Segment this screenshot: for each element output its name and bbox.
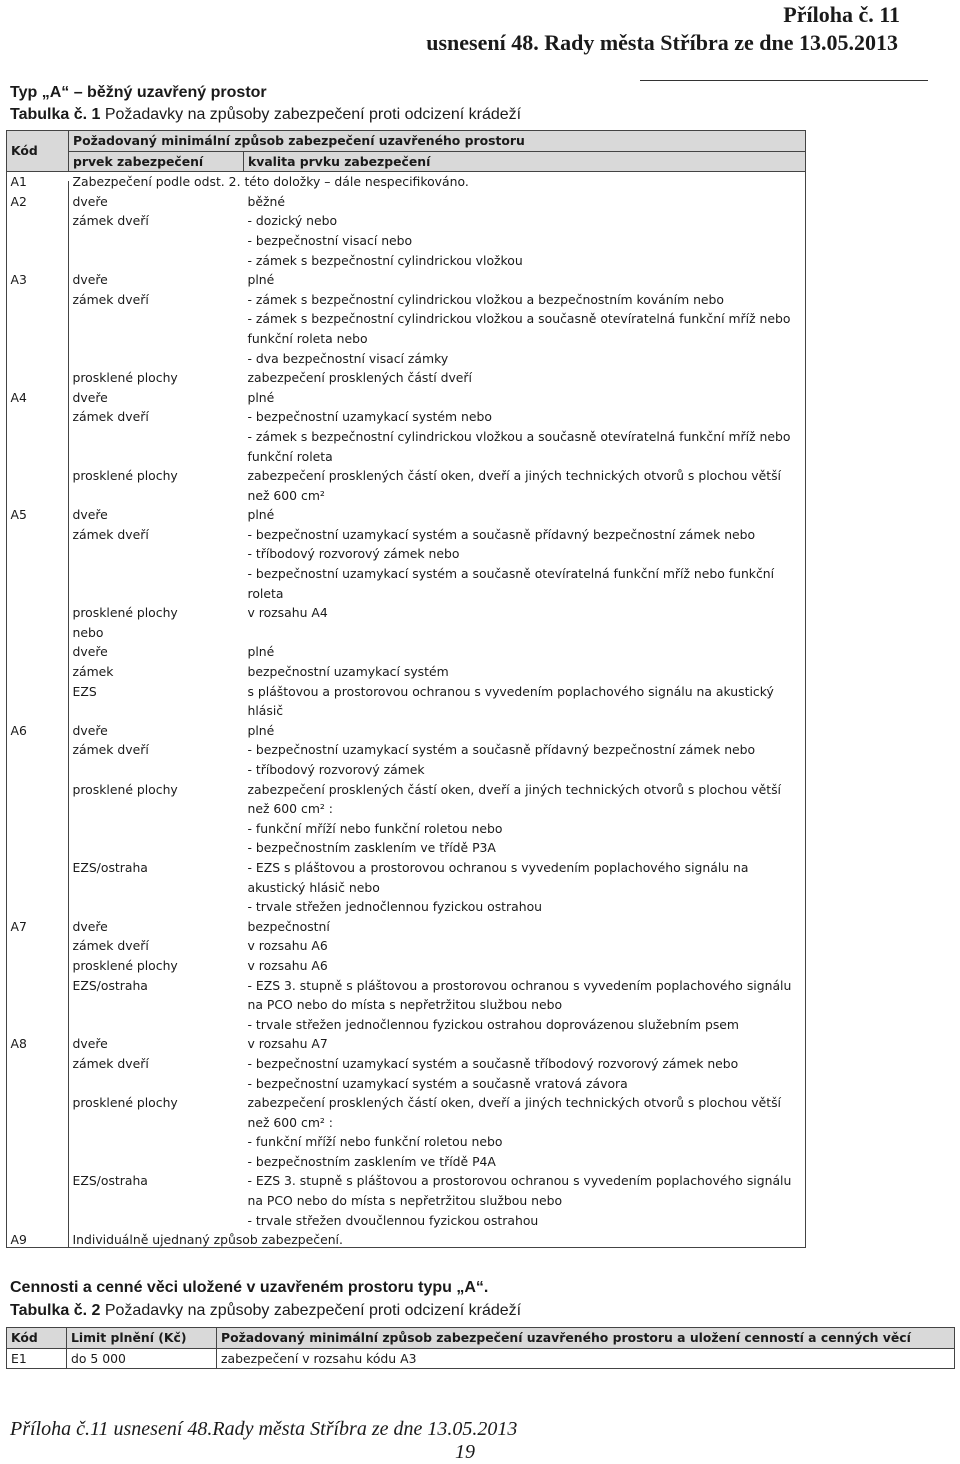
table-row: [7, 740, 806, 779]
row-element: zámek dveří: [72, 1055, 149, 1071]
header-rule: [640, 80, 928, 81]
table-row: [7, 780, 806, 858]
row-code: A5: [10, 507, 27, 523]
row-limit: do 5 000: [67, 1348, 217, 1369]
row-code: [7, 858, 69, 917]
row-element: EZS/ostraha: [72, 1173, 148, 1189]
table-row: [7, 1171, 806, 1230]
row-element: zámek dveří: [72, 213, 149, 229]
row-quality: zabezpečení prosklených částí dveří: [247, 370, 472, 386]
row-quality: - bezpečnostní uzamykací systém a současně přídavný bezpečnostní zámek nebo - tříbodový rozvorový zámek: [247, 742, 756, 777]
table1-caption: [10, 106, 521, 124]
table-row: [7, 1034, 806, 1054]
row-quality: zabezpečení prosklených částí oken, dveří a jiných technických otvorů s plochou větší než 600 cm² : - funkční mříží nebo funkční roletou nebo - bezpečnostním zasklením ve třídě P4A: [247, 1095, 781, 1169]
row-quality: - EZS s pláštovou a prostorovou ochranou s vyvedením poplachového signálu na akustický hlásič nebo - trvale střežen jednočlennou fyzickou ostrahou: [247, 859, 749, 915]
table-row: [7, 1230, 806, 1250]
table-row: [7, 623, 806, 643]
row-code: [7, 290, 69, 368]
row-element: Zabezpečení podle odst. 2. této doložky – dále nespecifikováno.: [72, 174, 469, 190]
table-row: [7, 1348, 955, 1369]
table-row: [7, 525, 806, 603]
row-quality: - EZS 3. stupně s pláštovou a prostorovou ochranou s vyvedením poplachového signálu na PCO nebo do místa s nepřetržitou službou nebo - trvale střežen jednočlennou fyzickou ostrahou doprovázenou služebním psem: [247, 977, 792, 1032]
row-element: prosklené plochy: [72, 1095, 178, 1111]
row-element: prosklené plochy: [72, 781, 178, 797]
row-code: [7, 956, 69, 976]
row-code: [7, 1093, 69, 1171]
row-quality: v rozsahu A6: [247, 938, 328, 954]
row-quality: - bezpečnostní uzamykací systém nebo - zámek s bezpečnostní cylindrickou vložkou a současně otevíratelná funkční mříž nebo funkční roleta: [247, 409, 791, 464]
row-element: Individuálně ujednaný způsob zabezpečení.: [72, 1232, 343, 1248]
row-code: [7, 1054, 69, 1093]
row-code: A7: [10, 918, 27, 934]
row-code: [7, 780, 69, 858]
section2-title: Cennosti a cenné věci uložené v uzavřeném prostoru typu „A“.: [10, 1279, 489, 1296]
table-row: [7, 721, 806, 741]
table-row: [7, 192, 806, 212]
row-code: [7, 623, 69, 643]
table-row: [7, 466, 806, 505]
table1-body: [7, 172, 806, 1250]
row-code: [7, 407, 69, 466]
row-element: dveře: [72, 1036, 108, 1052]
row-quality: zabezpečení prosklených částí oken, dveří a jiných technických otvorů s plochou větší než 600 cm²: [247, 468, 781, 503]
row-quality: - EZS 3. stupně s pláštovou a prostorovou ochranou s vyvedením poplachového signálu na PCO nebo do místa s nepřetržitou službou nebo - trvale střežen dvoučlennou fyzickou ostrahou: [247, 1173, 792, 1228]
row-element: nebo: [72, 624, 104, 640]
col-element-header: prvek zabezpečení: [69, 151, 244, 172]
table-row: [7, 407, 806, 466]
row-quality: plné: [247, 644, 275, 660]
row-element: zámek dveří: [72, 291, 149, 307]
row-element: EZS/ostraha: [72, 977, 148, 993]
row-code: [7, 466, 69, 505]
t2-col-limit-header: Limit plnění (Kč): [67, 1328, 217, 1349]
col-code-header: Kód: [7, 131, 69, 172]
row-quality: běžné: [247, 193, 285, 209]
requirements-table-1: [6, 130, 806, 1250]
row-code: [7, 642, 69, 662]
table-row: [7, 270, 806, 290]
row-element: dveře: [72, 389, 108, 405]
table1-caption-text: Požadavky na způsoby zabezpečení proti odcizení krádeží: [100, 106, 522, 123]
table-row: [7, 505, 806, 525]
row-element: zámek dveří: [72, 938, 149, 954]
row-element: dveře: [72, 918, 108, 934]
row-code: [7, 662, 69, 682]
row-code: A4: [10, 389, 27, 405]
row-quality: - bezpečnostní uzamykací systém a současně tříbodový rozvorový zámek nebo - bezpečnostní uzamykací systém a současně vratová závora: [247, 1055, 739, 1091]
table2-caption: [10, 1302, 521, 1320]
row-code: E1: [7, 1348, 67, 1369]
row-code: A9: [10, 1232, 27, 1248]
table-row: [7, 211, 806, 270]
table-row: [7, 682, 806, 721]
row-quality: - dozický nebo - bezpečnostní visací nebo - zámek s bezpečnostní cylindrickou vložkou: [247, 213, 523, 268]
row-element: prosklené plochy: [72, 468, 178, 484]
row-element: prosklené plochy: [72, 957, 178, 973]
row-element: zámek dveří: [72, 526, 149, 542]
table-row: [7, 290, 806, 368]
row-element: zámek dveří: [72, 409, 149, 425]
row-quality: v rozsahu A6: [247, 957, 328, 973]
row-code: [7, 1171, 69, 1230]
row-quality: bezpečnostní: [247, 918, 330, 934]
table-row: [7, 172, 806, 192]
table-row: [7, 917, 806, 937]
row-quality: v rozsahu A7: [247, 1036, 328, 1052]
table1-caption-number: Tabulka č. 1: [10, 106, 101, 123]
table-row: [7, 956, 806, 976]
row-code: A3: [10, 272, 27, 288]
row-element: EZS: [72, 683, 97, 699]
row-code: [7, 740, 69, 779]
row-element: dveře: [72, 644, 108, 660]
row-element: dveře: [72, 272, 108, 288]
table2-body: [7, 1348, 955, 1369]
table-row: [7, 603, 806, 623]
resolution-heading: usnesení 48. Rady města Stříbra ze dne 13.05.2013: [426, 30, 898, 55]
table-row: [7, 642, 806, 662]
row-code: A1: [10, 174, 27, 190]
table2-caption-text: Požadavky na způsoby zabezpečení proti odcizení krádeží: [100, 1302, 522, 1319]
row-code: [7, 976, 69, 1035]
row-quality: s pláštovou a prostorovou ochranou s vyvedením poplachového signálu na akustický hlásič: [247, 683, 774, 719]
row-element: dveře: [72, 193, 108, 209]
row-element: dveře: [72, 507, 108, 523]
row-element: prosklené plochy: [72, 370, 178, 386]
row-element: dveře: [72, 722, 108, 738]
page-number: 19: [455, 1441, 475, 1463]
table-row: [7, 1093, 806, 1171]
t2-col-code-header: Kód: [7, 1328, 67, 1349]
row-quality: - zámek s bezpečnostní cylindrickou vložkou a bezpečnostním kováním nebo - zámek s bezpečnostní cylindrickou vložkou a současně otevíratelná funkční mříž nebo funkční roleta nebo - dva bezpečnostní visací zámky: [247, 291, 791, 366]
row-code: [7, 603, 69, 623]
row-element: EZS/ostraha: [72, 859, 148, 875]
row-quality: plné: [247, 722, 275, 738]
row-req: zabezpečení v rozsahu kódu A3: [217, 1348, 955, 1369]
table-row: [7, 388, 806, 408]
col-group-header: Požadovaný minimální způsob zabezpečení uzavřeného prostoru: [69, 131, 806, 152]
table-row: [7, 858, 806, 917]
row-quality: zabezpečení prosklených částí oken, dveří a jiných technických otvorů s plochou větší než 600 cm² : - funkční mříží nebo funkční roletou nebo - bezpečnostním zasklením ve třídě P3A: [247, 781, 781, 856]
row-element: prosklené plochy: [72, 605, 178, 621]
row-code: [7, 525, 69, 603]
row-code: [7, 682, 69, 721]
row-quality: bezpečnostní uzamykací systém: [247, 664, 449, 680]
row-quality: [244, 623, 806, 643]
col-quality-header: kvalita prvku zabezpečení: [244, 151, 806, 172]
row-code: A2: [10, 193, 27, 209]
table-row: [7, 662, 806, 682]
row-quality: - bezpečnostní uzamykací systém a současně přídavný bezpečnostní zámek nebo - tříbodový rozvorový zámek nebo - bezpečnostní uzamykací systém a současně otevíratelná funkční mříž nebo funkční roleta: [247, 526, 775, 601]
row-code: [7, 936, 69, 956]
row-quality: plné: [247, 507, 275, 523]
row-element: zámek dveří: [72, 742, 149, 758]
row-code: A6: [10, 722, 27, 738]
table-row: [7, 976, 806, 1035]
type-title: Typ „A“ – běžný uzavřený prostor: [10, 84, 267, 101]
annex-number: Příloha č. 11: [783, 2, 900, 27]
table-row: [7, 368, 806, 388]
row-element: zámek: [72, 664, 114, 680]
footer-annex: Příloha č.11 usnesení 48.Rady města Stříbra ze dne 13.05.2013: [10, 1418, 518, 1440]
row-code: [7, 368, 69, 388]
row-code: [7, 211, 69, 270]
row-quality: plné: [247, 389, 275, 405]
table2-caption-number: Tabulka č. 2: [10, 1302, 101, 1319]
table-row: [7, 936, 806, 956]
requirements-table-2: [6, 1327, 955, 1369]
table-row: [7, 1054, 806, 1093]
row-code: A8: [10, 1036, 27, 1052]
row-quality: v rozsahu A4: [247, 605, 328, 621]
t2-col-req-header: Požadovaný minimální způsob zabezpečení uzavřeného prostoru a uložení cenností a cenných věcí: [217, 1328, 955, 1349]
row-quality: plné: [247, 272, 275, 288]
